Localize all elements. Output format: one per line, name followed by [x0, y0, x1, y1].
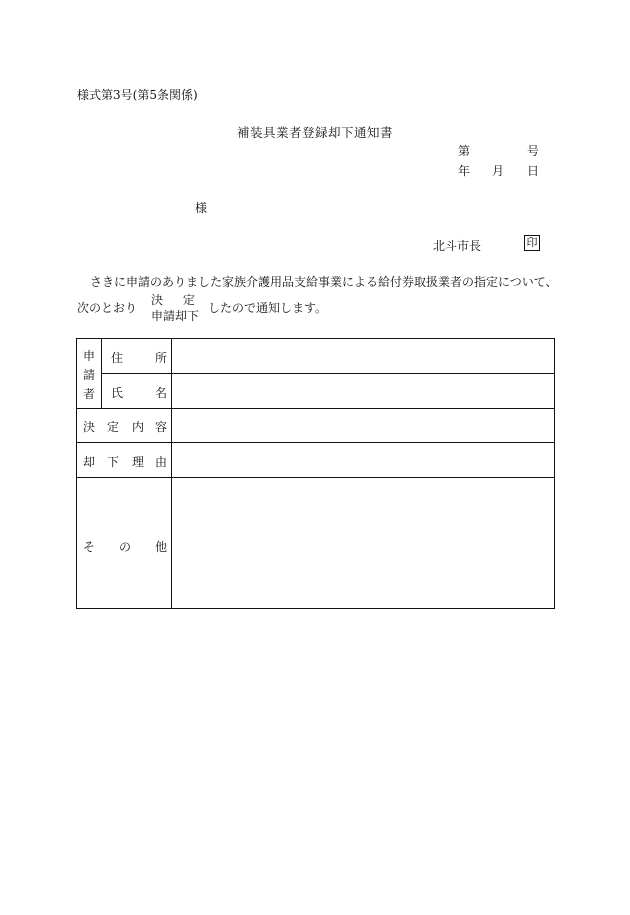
- applicant-label-1: 申: [83, 349, 96, 363]
- decision-label-1: 決: [83, 420, 96, 434]
- reason-label-1: 却: [83, 455, 96, 469]
- option-rejection: 申請却下: [151, 309, 200, 323]
- body-line-2-suffix: したので通知します。: [208, 301, 328, 315]
- reason-label-4: 由: [155, 455, 168, 469]
- option-decision: [151, 291, 198, 308]
- col-divider: [171, 339, 172, 609]
- notice-table: [76, 338, 555, 609]
- row-divider: [77, 477, 555, 478]
- other-label-1: そ: [83, 540, 96, 554]
- decision-label-4: 容: [155, 420, 168, 434]
- option-decision-char-1: 決: [151, 293, 164, 307]
- address-label-2: 所: [155, 351, 168, 365]
- col-divider: [101, 339, 102, 408]
- other-label-3: 他: [155, 540, 168, 554]
- name-label-2: 名: [155, 386, 168, 400]
- decision-field[interactable]: [173, 410, 553, 441]
- other-label-2: の: [119, 540, 132, 554]
- reason-label-2: 下: [107, 455, 120, 469]
- row-divider: [77, 408, 555, 409]
- number-suffix: 号: [527, 144, 540, 158]
- number-prefix: 第: [458, 144, 471, 158]
- address-label-1: 住: [111, 351, 124, 365]
- decision-label-3: 内: [132, 420, 145, 434]
- name-label-1: 氏: [111, 386, 124, 400]
- date-day-label: 日: [527, 164, 540, 178]
- decision-label-2: 定: [107, 420, 120, 434]
- form-label: 様式第3号(第5条関係): [77, 88, 198, 102]
- seal-mark: 印: [524, 235, 540, 251]
- body-line-1: さきに申請のありました家族介護用品支給事業による給付券取扱業者の指定について、: [90, 275, 558, 289]
- option-decision-char-2: 定: [182, 293, 195, 307]
- row-divider: [101, 373, 555, 374]
- address-field[interactable]: [173, 340, 553, 372]
- other-field[interactable]: [173, 479, 553, 607]
- reason-label-3: 理: [132, 455, 145, 469]
- document-title: 補装具業者登録却下通知書: [236, 125, 393, 140]
- issuer-name: 北斗市長: [433, 239, 482, 253]
- body-line-2-prefix: 次のとおり: [77, 301, 138, 315]
- name-field[interactable]: [173, 375, 553, 407]
- date-month-label: 月: [492, 164, 505, 178]
- applicant-label-2: 請: [83, 368, 96, 382]
- reason-field[interactable]: [173, 444, 553, 476]
- addressee-suffix: 様: [195, 201, 208, 215]
- row-divider: [77, 442, 555, 443]
- date-year-label: 年: [458, 164, 471, 178]
- applicant-label-3: 者: [83, 387, 96, 401]
